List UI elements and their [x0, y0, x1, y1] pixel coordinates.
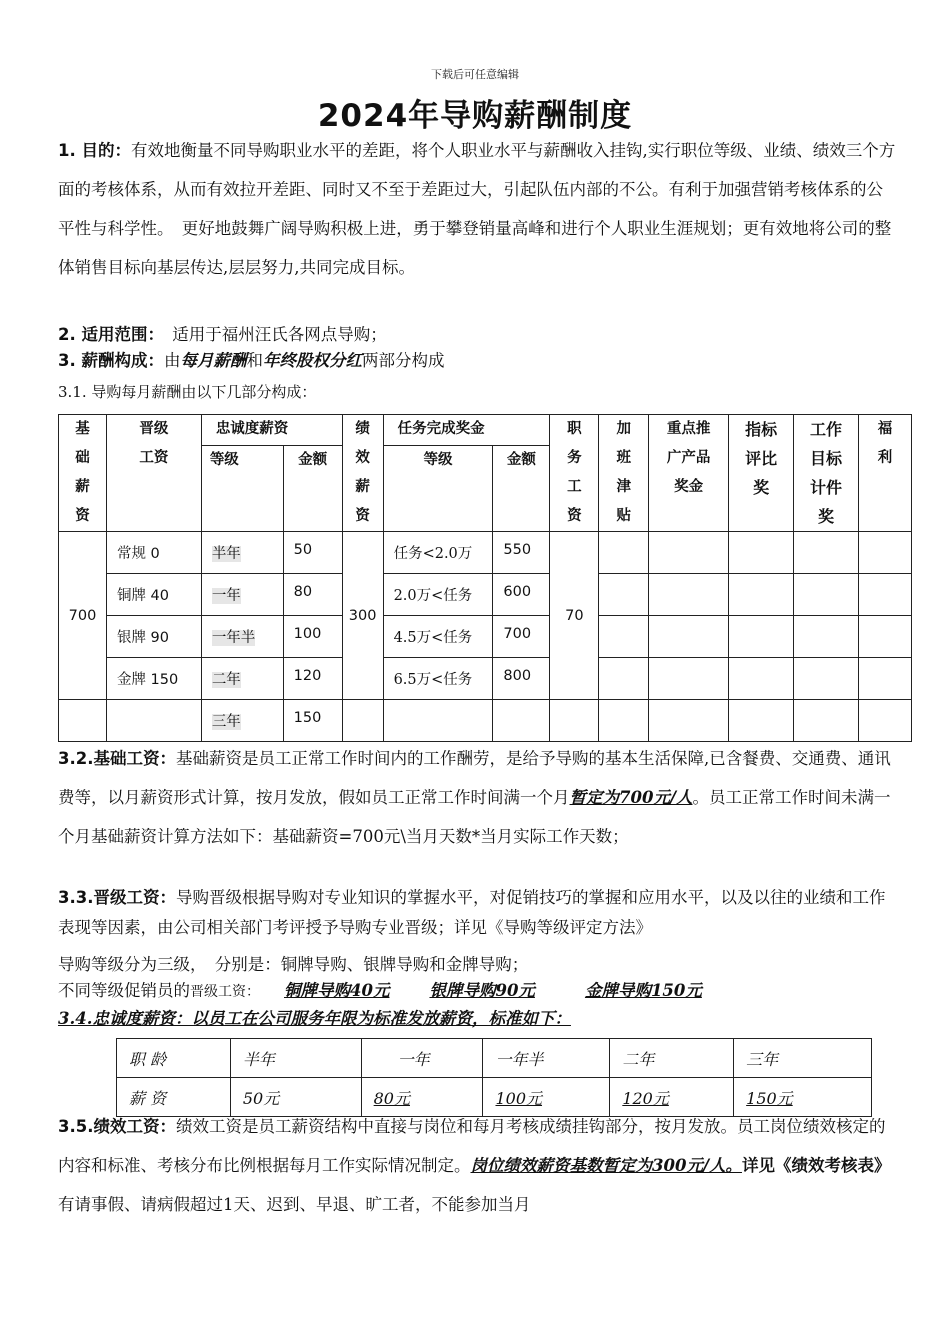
header-loyalty-level: 等级 [201, 445, 283, 531]
empty-cell [859, 532, 912, 574]
gold-grade-pay: 金牌导购150元 [584, 981, 702, 1000]
pay-cell: 150元 [734, 1078, 872, 1117]
grade-amounts-pre: 不同等级促销员的 [58, 981, 190, 1000]
empty-cell [794, 658, 859, 700]
header-overtime: 加班津贴 [599, 415, 649, 532]
pay-header: 薪 资 [117, 1078, 231, 1117]
empty-cell [794, 574, 859, 616]
empty-cell [859, 574, 912, 616]
empty-cell [599, 574, 649, 616]
header-task-bonus: 任务完成奖金 [383, 415, 550, 446]
empty-cell [859, 658, 912, 700]
section-3-3-label: 3.3.晋级工资： [58, 888, 176, 907]
section-3-2-text2: 。员工正常工作时间未满一个月基础薪资计算方法如下：基础薪资=700元\当月天数*当月实际工作天数； [58, 788, 891, 846]
loyalty-salary-table [116, 1038, 872, 1117]
base-salary-amount: 暂定为700元/人 [569, 788, 693, 807]
performance-base-amount: 岗位绩效薪资基数暂定为300元/人。 [470, 1156, 742, 1175]
silver-grade-pay: 银牌导购90元 [429, 981, 535, 1000]
seniority-cell: 一年半 [483, 1039, 610, 1078]
empty-cell [599, 658, 649, 700]
empty-cell [550, 700, 599, 742]
empty-cell [729, 574, 794, 616]
section-3-3-text: 导购晋级根据导购对专业知识的掌握水平，对促销技巧的掌握和应用水平，以及以往的业绩和工作表现等因素，由公司相关部门考评授予导购专业晋级；详见《导购等级评定方法》 [58, 888, 886, 937]
loyalty-level-cell: 三年 [201, 700, 283, 742]
job-salary-value: 70 [550, 532, 599, 700]
annual-dividend-term: 年终股权分红 [263, 351, 362, 370]
pay-cell: 50元 [230, 1078, 361, 1117]
header-loyalty-amount: 金额 [283, 445, 342, 531]
task-amount-cell: 700 [493, 616, 550, 658]
header-task-amount: 金额 [493, 445, 550, 531]
header-piece-award: 工作目标计件奖 [794, 415, 859, 532]
section-3-5-text2: 有请事假、请病假超过1天、迟到、早退、旷工者，不能参加当月 [58, 1195, 531, 1214]
empty-cell [599, 532, 649, 574]
header-task-level: 等级 [383, 445, 493, 531]
loyalty-level-cell: 半年 [201, 532, 283, 574]
task-level-cell: 6.5万<任务 [383, 658, 493, 700]
task-level-cell: 4.5万<任务 [383, 616, 493, 658]
task-level-cell: 2.0万<任务 [383, 574, 493, 616]
performance-form-reference: 详见《绩效考核表》 [741, 1156, 891, 1175]
empty-cell [729, 700, 794, 742]
section-3-4-loyalty: 3.4.忠诚度薪资：以员工在公司服务年限为标准发放薪资，标准如下： [58, 1009, 571, 1028]
section-3-1: 3.1. 导购每月薪酬由以下几部分构成： [58, 383, 317, 401]
header-job-salary: 职务工资 [550, 415, 599, 532]
section-3-3-levels: 导购等级分为三级， 分别是：铜牌导购、银牌导购和金牌导购； [58, 955, 529, 974]
empty-cell [859, 616, 912, 658]
seniority-cell: 半年 [230, 1039, 361, 1078]
seniority-cell: 三年 [734, 1039, 872, 1078]
empty-cell [599, 700, 649, 742]
grade-cell: 铜牌 40 [106, 574, 201, 616]
loyalty-level-cell: 二年 [201, 658, 283, 700]
header-base-salary: 基础薪资 [59, 415, 107, 532]
grade-cell: 常规 0 [106, 532, 201, 574]
section-3-5-performance [58, 1107, 898, 1224]
section-2-label: 2. 适用范围： [58, 325, 156, 344]
seniority-header: 职 龄 [117, 1039, 231, 1078]
empty-cell [649, 700, 729, 742]
empty-cell [794, 700, 859, 742]
empty-cell [59, 700, 107, 742]
watermark: 下载后可任意编辑 [431, 68, 519, 81]
section-3-5-text1: 绩效工资是员工薪资结构中直接与岗位和每月考核成绩挂钩部分，按月发放。员工岗位绩效核定的内容和标准、考核分布比例根据每月工作实际情况制定。 [58, 1117, 886, 1175]
loyalty-amount-cell: 100 [283, 616, 342, 658]
performance-salary-value: 300 [342, 532, 383, 700]
section-3-3-grade-amounts [58, 977, 702, 1001]
seniority-cell: 二年 [610, 1039, 734, 1078]
monthly-pay-term: 每月薪酬 [180, 351, 247, 370]
loyalty-level-cell: 一年半 [201, 616, 283, 658]
grade-cell: 金牌 150 [106, 658, 201, 700]
section-3-pre: 由 [164, 351, 181, 370]
empty-cell [649, 574, 729, 616]
bronze-grade-pay: 铜牌导购40元 [284, 981, 390, 1000]
loyalty-amount-cell: 150 [283, 700, 342, 742]
base-salary-value: 700 [59, 532, 107, 700]
task-amount-cell: 800 [493, 658, 550, 700]
header-grade-salary: 晋级工资 [106, 415, 201, 532]
task-level-cell: 任务<2.0万 [383, 532, 493, 574]
task-amount-cell: 600 [493, 574, 550, 616]
header-welfare: 福利 [859, 415, 912, 532]
empty-cell [794, 616, 859, 658]
loyalty-amount-cell: 80 [283, 574, 342, 616]
task-amount-cell: 550 [493, 532, 550, 574]
pay-cell: 100元 [483, 1078, 610, 1117]
section-3-post: 两部分构成 [362, 351, 445, 370]
empty-cell [649, 658, 729, 700]
section-3-2-base-salary [58, 739, 898, 856]
section-2-text: 适用于福州汪氏各网点导购； [155, 325, 387, 344]
empty-cell [599, 616, 649, 658]
section-2-scope [58, 321, 387, 345]
section-3-2-text1: 基础薪资是员工正常工作时间内的工作酬劳，是给予导购的基本生活保障,已含餐费、交通费、通讯费等，以月薪资形式计算，按月发放，假如员工正常工作时间满一个月 [58, 749, 891, 807]
pay-cell: 120元 [610, 1078, 734, 1117]
section-3-3-grade-salary [58, 883, 898, 943]
section-1-text: 有效地衡量不同导购职业水平的差距，将个人职业水平与薪酬收入挂钩,实行职位等级、业绩、绩效三个方面的考核体系，从而有效拉开差距、同时又不至于差距过大，引起队伍内部的不公。有利于加强营销考核体系的公平性与科学性。 更好地鼓舞广阔导购积极上进，勇于攀登销量高峰和进行个人职业生涯规划；更有效地将公司的整体销售目标向基层传达,层层努力,共同完成目标。 [58, 141, 896, 277]
section-3-5-label: 3.5.绩效工资： [58, 1117, 176, 1136]
page-title: 2024年导购薪酬制度 [317, 98, 633, 134]
header-key-product-bonus: 重点推广产品奖金 [649, 415, 729, 532]
pay-cell: 80元 [361, 1078, 483, 1117]
empty-cell [794, 532, 859, 574]
empty-cell [649, 616, 729, 658]
section-1-label: 1. 目的： [58, 141, 131, 160]
seniority-cell: 一年 [361, 1039, 483, 1078]
empty-cell [859, 700, 912, 742]
empty-cell [729, 658, 794, 700]
header-performance-salary: 绩效薪资 [342, 415, 383, 532]
section-3-composition [58, 347, 445, 371]
section-3-2-label: 3.2.基础工资： [58, 749, 176, 768]
loyalty-level-cell: 一年 [201, 574, 283, 616]
salary-structure-table [58, 414, 912, 742]
header-index-award: 指标评比奖 [729, 415, 794, 532]
header-loyalty-salary: 忠诚度薪资 [201, 415, 342, 446]
grade-cell: 银牌 90 [106, 616, 201, 658]
task-amount-cell [493, 700, 550, 742]
task-level-cell [383, 700, 493, 742]
grade-amounts-small: 晋级工资： [190, 984, 260, 1000]
empty-cell [729, 616, 794, 658]
section-3-mid: 和 [246, 351, 263, 370]
empty-cell [342, 700, 383, 742]
section-1-purpose [58, 131, 898, 287]
empty-cell [649, 532, 729, 574]
grade-cell [106, 700, 201, 742]
loyalty-amount-cell: 50 [283, 532, 342, 574]
empty-cell [729, 532, 794, 574]
loyalty-amount-cell: 120 [283, 658, 342, 700]
section-3-label: 3. 薪酬构成： [58, 351, 164, 370]
